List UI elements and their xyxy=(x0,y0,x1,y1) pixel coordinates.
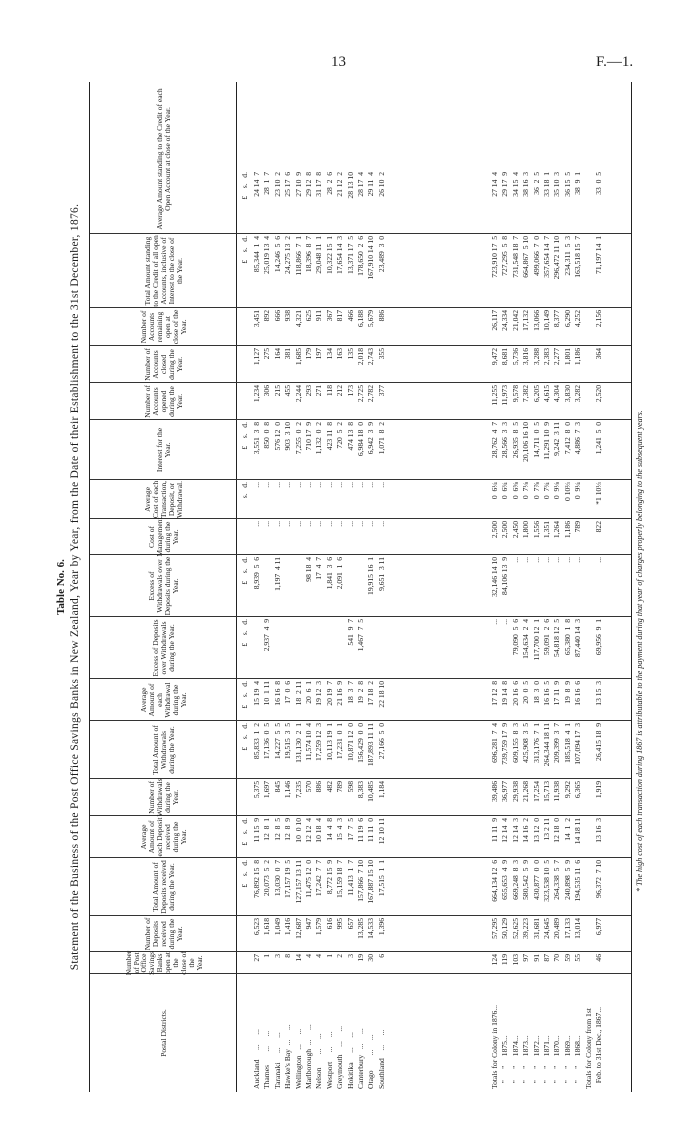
district-excess-withdrawals: 8,939 5 6 1,197 4 11 98 18 4 17 4 7 1,841 3 6 2,091 1 6 19,915 16 1 9,651 3 11 xyxy=(252,557,386,595)
district-cost: ... ... ... ... ... ... ... ... ... ... ... ... ... xyxy=(252,521,386,527)
district-credit-total: 85,344 1 4 25,019 13 4 14,246 5 6 24,275 13 2 118,866 7 1 18,396 8 7 29,048 11 1 10,322 15 1 17,654 14 3 13,371 17 5 178,650 2 6 167,910 14 10 23,489 3 0 xyxy=(252,236,386,280)
col-head-avg-cost: Average Cost of each Transaction, Deposit, or Withdrawal. xyxy=(143,480,184,519)
unit-label: £ s. d. xyxy=(240,236,249,264)
totals-banks: 124 119 103 97 91 87 70 59 55 46 xyxy=(490,954,604,966)
unit-label: s. d. xyxy=(240,482,249,499)
district-excess-deposits: 2,937 4 9 541 9 7 1,467 7 5 xyxy=(262,619,366,652)
district-banks: 27 1 3 8 14 4 4 1 2 3 19 30 6 xyxy=(252,954,386,962)
unit-label: £ s. d. xyxy=(240,818,249,846)
totals-deposits-amt: 664,134 12 6 655,653 4 9 669,248 8 3 580,542 5 9 430,877 0 0 323,538 10 5 264,338 5 7 240,898 5 9 194,535 11 6 96,372 7 10 xyxy=(490,860,604,902)
district-opened: 1,234 306 215 455 2,244 293 271 118 212 173 2,725 2,782 377 xyxy=(252,385,386,403)
unit-label: £ s. d. xyxy=(240,619,249,647)
totals-avg-cost: 0 6¼ 0 6¾ 0 6⅝ 0 7⅛ 0 7⅞ 0 7¾ 0 9⅛ 0 10⅔ 0 9¼ *1 10⅓ xyxy=(490,482,604,505)
totals-credit-avg: 27 14 4 29 17 9 34 15 4 38 16 3 36 2 5 33 18 1 35 10 3 36 15 5 38 9 1 33 0 5 xyxy=(490,172,604,197)
table-title: Table No. 6. xyxy=(55,559,67,615)
col-head-withdrawals-amt: Total Amount of Withdrawals during the Year. xyxy=(151,725,176,775)
totals-deposits-no: 57,295 50,129 52,625 39,223 31,681 24,645 20,489 17,133 13,014 6,977 xyxy=(490,918,604,939)
col-head-closed: Number of Accounts closed during the Year. xyxy=(143,348,184,381)
district-deposits-no: 6,523 1,618 1,049 1,416 12,687 947 1,579 616 995 657 13,285 14,533 1,396 xyxy=(252,918,386,939)
col-head-opened: Number of Accounts opened during the Year. xyxy=(143,385,184,418)
totals-remaining: 26,117 24,334 21,042 17,132 13,066 10,149 8,377 6,290 4,252 2,156 xyxy=(490,310,604,331)
col-head-excess-deposits: Excess of Deposits over Withdrawals during the Year. xyxy=(151,619,176,677)
totals-interest: 28,762 4 7 28,566 3 3 26,935 8 5 20,106 16 10 14,711 0 5 11,291 10 9 9,242 3 11 7,412 8 0 4,886 7 3 1,241 5 0 xyxy=(490,422,604,462)
district-withdrawals-avg: 15 19 4 10 1 11 16 16 8 17 0 6 18 2 11 20 6 1 19 12 3 20 19 7 21 16 9 18 3 7 19 2 8 17 18 2 22 18 10 xyxy=(252,681,386,708)
totals-credit-total: 723,910 17 5 727,295 5 8 731,548 18 7 664,867 5 10 499,066 7 0 357,654 14 7 296,472 11 10 234,311 5 3 163,518 15 7 71,197 14 1 xyxy=(490,236,604,280)
unit-label: £ s. d. xyxy=(240,723,249,751)
totals-withdrawals-avg: 17 12 8 19 14 8 20 16 6 20 0 5 18 3 0 16 16 5 17 11 9 19 8 9 16 16 6 13 15 3 xyxy=(490,681,604,706)
totals-excess-withdrawals: 32,146 14 10 84,106 13 9 ... ... ... ... ... ... ... ... xyxy=(490,557,604,597)
totals-deposits-avg: 11 11 9 12 14 4 12 14 3 14 16 2 13 12 0 13 2 11 12 18 0 14 1 2 14 18 11 13 16 3 xyxy=(490,818,604,845)
col-head-districts: Postal Districts. xyxy=(159,1009,169,1057)
district-withdrawals-no: 5,375 1,697 845 1,146 7,235 570 886 482 789 598 8,383 10,485 1,184 xyxy=(252,781,386,802)
district-names: Auckland ... ... Thames ... ... Taranaki ... ... Hawke's Bay ... ... Wellington ... ... Marlborough ... ... Nelson ... ... Westport ... ... Greymouth ... ... Hokitika ... ... Canterbury ... ... Otago ... ... Southland ... ... xyxy=(252,1024,386,1089)
totals-cost: 2,500 2,500 2,450 1,800 1,556 1,351 1,264 1,186 789 822 xyxy=(490,521,604,539)
totals-opened: 11,255 11,973 9,578 7,382 6,205 4,615 4,304 3,830 3,282 2,520 xyxy=(490,385,604,406)
district-deposits-avg: 11 15 9 12 8 1 12 8 5 12 8 9 10 0 10 12 12 4 10 18 4 14 4 8 15 4 3 17 7 5 11 19 6 11 11 0 12 10 11 xyxy=(252,818,386,845)
district-remaining: 3,451 892 666 938 4,321 625 911 367 817 466 6,188 5,679 886 xyxy=(252,310,386,328)
district-deposits-amt: 76,892 15 8 20,073 5 2 13,030 0 7 17,157 19 5 127,157 13 11 11,475 12 0 17,242 7 7 8,772 15 9 15,159 18 7 11,413 1 7 157,866 7 10 167,887 15 10 17,515 1 1 xyxy=(252,860,386,904)
rotated-table-page xyxy=(55,82,660,1092)
totals-excess-deposits: ... ... 79,090 5 6 154,634 2 4 117,700 12 1 59,091 2 6 54,818 12 5 65,380 1 8 87,440 14 3 69,956 9 1 xyxy=(490,619,604,661)
col-head-credit-total: Total Amount standing to the Credit of all open Accounts, inclusive of Interest to the close of the Year. xyxy=(143,235,184,307)
page-code: F.—1. xyxy=(596,54,634,70)
col-head-withdrawals-avg: Average Amount of each Withdrawal during the Year. xyxy=(139,682,188,718)
unit-label: £ s. d. xyxy=(240,172,249,200)
col-head-deposits-amt: Total Amount of Deposits received during the Year. xyxy=(151,860,176,914)
statement-title: Statement of the Business of the Post Office Savings Banks in New Zealand, Year by Year, from the Date of their Establishment to the 31st December, 1876. xyxy=(69,203,81,971)
col-head-withdrawals-no: Number of Withdrawals during the Year. xyxy=(147,778,180,817)
col-head-excess-withdrawals: Excess of Withdrawals over Deposits during the Year. xyxy=(147,556,180,616)
district-credit-avg: 24 14 7 28 1 7 23 10 2 25 17 6 27 10 9 29 12 8 31 17 8 28 2 6 21 12 2 28 13 10 28 17 4 29 11 4 26 10 2 xyxy=(252,172,386,199)
page-number: 13 xyxy=(331,54,346,70)
unit-label: £ s. d. xyxy=(240,422,249,450)
col-head-interest: Interest for the Year. xyxy=(155,427,172,473)
footnote: * The high cost of each transaction during 1867 is attributable to the payment during that year of charges properly belonging to the subsequent years. xyxy=(635,410,644,892)
savings-bank-table xyxy=(89,82,632,1092)
col-head-cost: Cost of Management during the Year. xyxy=(147,517,180,557)
unit-label: £ s. d. xyxy=(240,557,249,585)
unit-label: £ s. d. xyxy=(240,860,249,888)
district-interest: 3,551 3 8 850 0 8 576 12 0 903 3 10 7,255 0 2 710 17 9 1,132 0 2 423 11 8 720 5 2 474 13 8 6,984 18 0 6,942 3 9 1,071 8 2 xyxy=(252,422,386,457)
col-head-banks: Number of Post Office Savings Banks open at the close of the Year. xyxy=(123,950,204,976)
totals-closed: 9,472 8,681 5,736 3,816 3,288 2,383 2,277 1,801 1,186 364 xyxy=(490,348,604,366)
district-closed: 1,127 275 164 381 1,685 179 197 134 163 135 2,018 2,743 355 xyxy=(252,348,386,366)
col-head-credit-avg: Average Amount standing to the Credit of each Open Account at close of the Year. xyxy=(155,88,172,230)
district-avg-cost: ... ... ... ... ... ... ... ... ... ... ... ... ... xyxy=(252,482,386,488)
totals-withdrawals-amt: 696,281 7 4 739,759 17 9 609,155 8 3 425,908 3 5 313,176 7 1 264,344 18 11 209,399 3 7 185,518 4 1 107,094 17 3 26,415 18 9 xyxy=(490,723,604,767)
unit-label: £ s. d. xyxy=(240,681,249,709)
totals-names: Totals for Colony in 1876... " " 1875... " " 1874... " " 1873... " " 1872... " " 1871... " " 1870... " " 1869... " " 1868... Totals for Colony from 1st Feb. to 31st Dec., 1867... xyxy=(490,1004,604,1089)
col-head-deposits-avg: Average Amount of each Deposit received during the Year. xyxy=(139,817,188,857)
district-withdrawals-amt: 85,833 1 2 17,136 0 5 14,227 5 5 19,515 3 5 131,130 2 1 11,574 10 4 17,259 12 3 10,113 19 1 17,231 0 1 10,871 12 0 156,429 0 0 187,893 11 11 27,166 5 0 xyxy=(252,723,386,767)
col-head-remaining: Number of Accounts remaining open at close of the Year. xyxy=(139,309,188,345)
totals-withdrawals-no: 39,486 36,977 29,938 21,268 17,254 15,713 11,938 9,292 6,365 1,919 xyxy=(490,781,604,802)
col-head-deposits-no: Number of Deposits received during the Year. xyxy=(143,917,184,951)
